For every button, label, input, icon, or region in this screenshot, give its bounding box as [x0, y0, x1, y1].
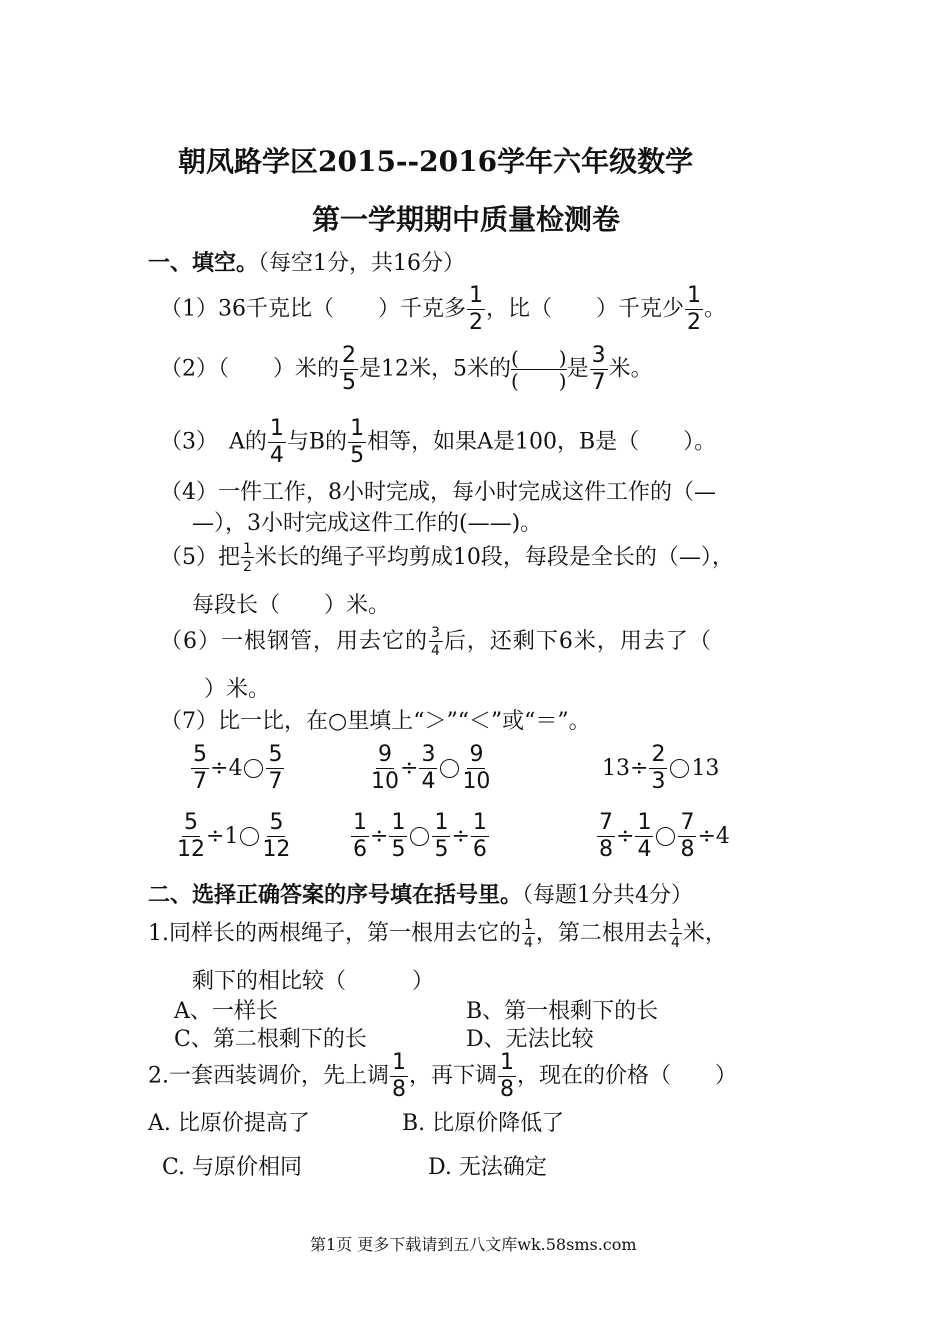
question-1-3: （3） A的 $\frac{1}{4}$ 与B的 $\frac{1}{5}$ 相等，如果A是100，B是（ ）。 — [160, 416, 717, 468]
fraction: $\frac{1}{2}$ — [687, 283, 702, 335]
option-a: A、一样长 — [174, 999, 278, 1024]
section1-heading-row — [148, 246, 465, 277]
page-title-line1: 朝凤路学区2015--2016学年六年级数学 — [178, 145, 694, 178]
section1-heading: 一、填空。 — [148, 250, 259, 276]
question-1-1: （1）36千克比（ ）千克多 $\frac{1}{2}$ ，比（ ）千克少 $\frac{1}{2}$ 。 — [160, 283, 727, 335]
question-2-1-line1: 1.同样长的两根绳子，第一根用去它的 $\frac{1}{4}$ ，第二根用去 $\frac{1}{4}$ 米， — [148, 917, 727, 951]
fraction: $\frac{3}{4}$ — [431, 625, 441, 659]
question-1-6-line1: （6）一根钢管，用去它的 $\frac{3}{4}$ 后，还剩下6米，用去了（ — [160, 625, 712, 659]
fraction: $\frac{3}{7}$ — [591, 343, 606, 395]
compare-circle — [656, 827, 675, 846]
fraction: $\frac{2}{5}$ — [342, 343, 356, 395]
question-2-1-line2: 剩下的相比较（ ） — [192, 969, 435, 994]
comparison-2: $\frac{9}{10}$ ÷ $\frac{3}{4}$ $\frac{9}{10}$ — [371, 742, 491, 794]
option-b: B、第一根剩下的长 — [466, 999, 659, 1024]
question-2-2: 2.一套西装调价，先上调 $\frac{1}{8}$ ，再下调 $\frac{1}{8}$ ，现在的价格（ ） — [148, 1050, 738, 1102]
fraction: $\frac{1}{2}$ — [243, 541, 252, 575]
question-1-5-line1: （5）把 $\frac{1}{2}$ 米长的绳子平均剪成10段，每段是全长的（—）， — [160, 541, 734, 575]
question-1-5-line2: 每段长（ ）米。 — [192, 593, 391, 618]
option-a: A. 比原价提高了 — [148, 1111, 310, 1136]
page-footer: 第1页 更多下载请到五八文库wk.58sms.com — [310, 1235, 637, 1254]
comparison-4: $\frac{5}{12}$ ÷ 1 $\frac{5}{12}$ — [177, 810, 291, 862]
fraction: $\frac{1}{5}$ — [350, 416, 365, 468]
compare-circle — [440, 759, 459, 778]
compare-circle — [244, 759, 263, 778]
comparison-5: $\frac{1}{6}$ ÷ $\frac{1}{5}$ $\frac{1}{5}$ ÷ $\frac{1}{6}$ — [353, 810, 487, 862]
section1-note: （每空1分，共16分） — [258, 251, 466, 276]
question-1-7-intro: （7）比一比，在○里填上“＞”“＜”或“＝”。 — [160, 709, 591, 734]
page-title-line2: 第一学期期中质量检测卷 — [312, 203, 621, 236]
section2-heading-row — [148, 878, 693, 909]
section2-heading: 二、选择正确答案的序号填在括号里。 — [148, 882, 523, 908]
question-1-6-line2: ）米。 — [204, 677, 271, 702]
section2-note: （每题1分共4分） — [522, 883, 694, 908]
compare-circle — [240, 827, 259, 846]
question-1-2: （2）（ ）米的 $\frac{2}{5}$ 是12米，5米的 ( ) ( ) 是 $\frac{3}{7}$ 米。 — [160, 343, 653, 395]
answer-blank-fraction: ( ) ( ) — [511, 346, 567, 393]
compare-circle — [670, 759, 689, 778]
comparison-3: 13 ÷ $\frac{2}{3}$ 13 — [602, 742, 720, 794]
option-b: B. 比原价降低了 — [402, 1111, 565, 1136]
comparison-6: $\frac{7}{8}$ ÷ $\frac{1}{4}$ $\frac{7}{8}$ ÷ 4 — [599, 810, 730, 862]
option-d: D、无法比较 — [466, 1027, 594, 1052]
option-c: C. 与原价相同 — [162, 1155, 303, 1180]
fraction: $\frac{1}{2}$ — [469, 283, 483, 335]
fraction: $\frac{1}{4}$ — [269, 416, 284, 468]
option-c: C、第二根剩下的长 — [174, 1027, 367, 1052]
compare-circle — [410, 827, 429, 846]
option-d: D. 无法确定 — [428, 1155, 547, 1180]
comparison-1: $\frac{5}{7}$ ÷ 4 $\frac{5}{7}$ — [193, 742, 283, 794]
question-1-4-line1: （4）一件工作，8小时完成，每小时完成这件工作的（— — [160, 480, 716, 505]
question-1-4-line2: —），3小时完成这件工作的(——)。 — [192, 511, 543, 536]
